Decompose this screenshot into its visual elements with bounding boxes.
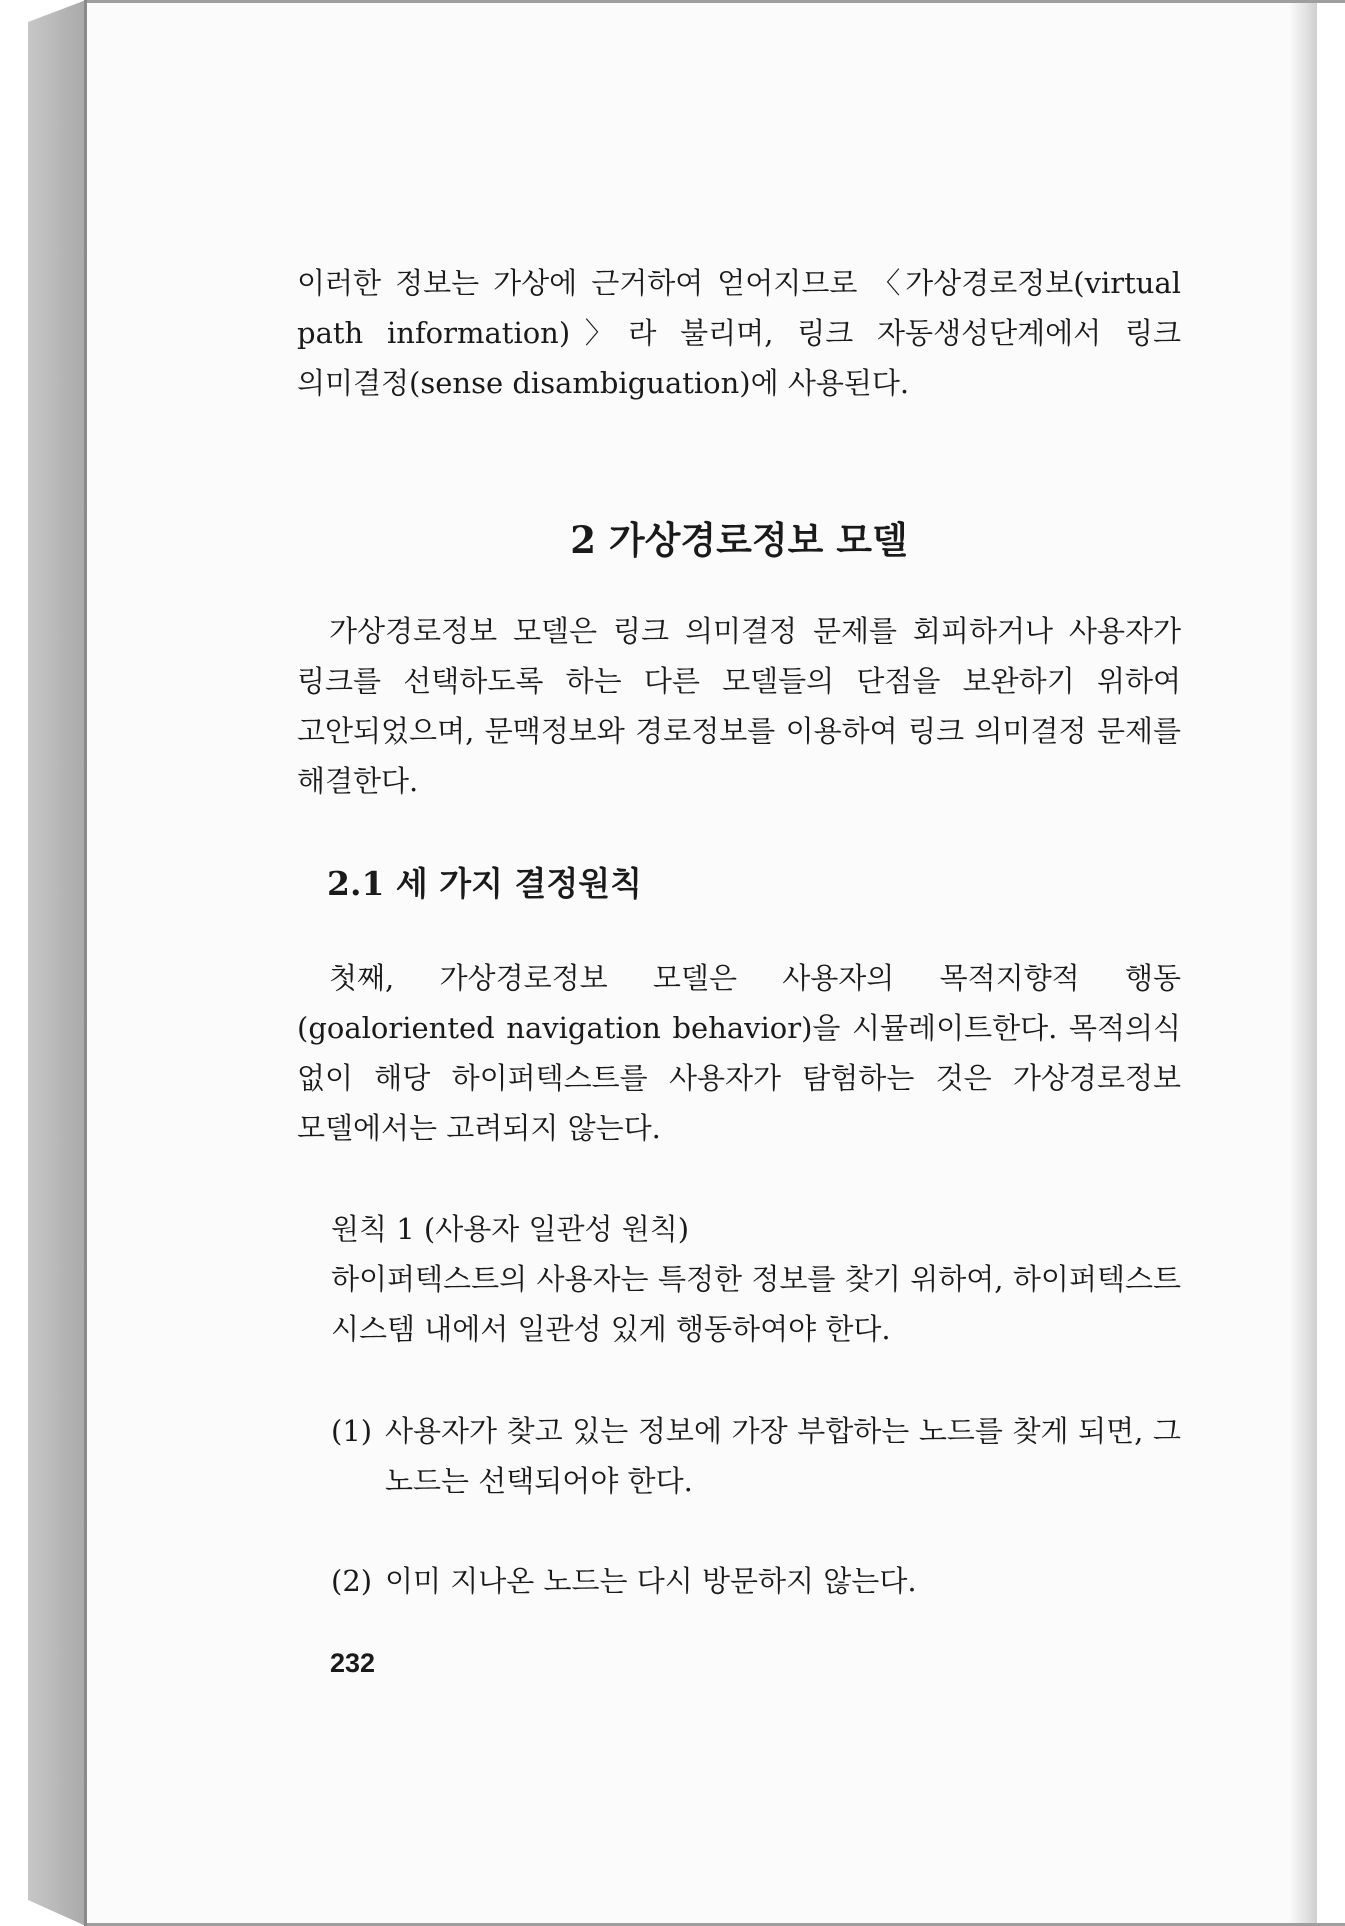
principle-block — [331, 1204, 1181, 1354]
list-item — [331, 1556, 1181, 1606]
page-number: 232 — [330, 1648, 376, 1678]
section-paragraph: 가상경로정보 모델은 링크 의미결정 문제를 회피하거나 사용자가 링크를 선택하도록 하는 다른 모델들의 단점을 보완하기 위하여 고안되었으며, 문맥정보와 경로정보를 이용하여 링크 의미결정 문제를 해결한다. — [297, 614, 1181, 798]
intro-paragraph: 이러한 정보는 가상에 근거하여 얻어지므로 〈가상경로정보(virtual path information)〉라 불리며, 링크 자동생성단계에서 링크 의미결정(sense disambiguation)에 사용된다. — [297, 266, 1181, 400]
list-item-text: 이미 지나온 노드는 다시 방문하지 않는다. — [385, 1564, 917, 1598]
page-edge-shadow — [1289, 0, 1317, 1926]
list-item — [331, 1406, 1181, 1506]
principle-heading: 원칙 1 (사용자 일관성 원칙) — [331, 1212, 690, 1246]
principle-text: 하이퍼텍스트의 사용자는 특정한 정보를 찾기 위하여, 하이퍼텍스트 시스템 내에서 일관성 있게 행동하여야 한다. — [331, 1262, 1181, 1346]
page-top-border — [87, 0, 1345, 3]
subsection-paragraph: 첫째, 가상경로정보 모델은 사용자의 목적지향적 행동(goaloriented navigation behavior)을 시뮬레이트한다. 목적의식 없이 해당 하이퍼텍스트를 사용자가 탐험하는 것은 가상경로정보 모델에서는 고려되지 않는다. — [297, 961, 1181, 1145]
subsection-title: 2.1 세 가지 결정원칙 — [327, 864, 643, 903]
list-item-text: 사용자가 찾고 있는 정보에 가장 부합하는 노드를 찾게 되면, 그 노드는 선택되어야 한다. — [385, 1414, 1181, 1498]
list-item-number: (2) — [331, 1564, 373, 1598]
book-spine — [0, 0, 86, 1926]
list-item-number: (1) — [331, 1414, 373, 1448]
section-title: 2 가상경로정보 모델 — [570, 518, 908, 562]
